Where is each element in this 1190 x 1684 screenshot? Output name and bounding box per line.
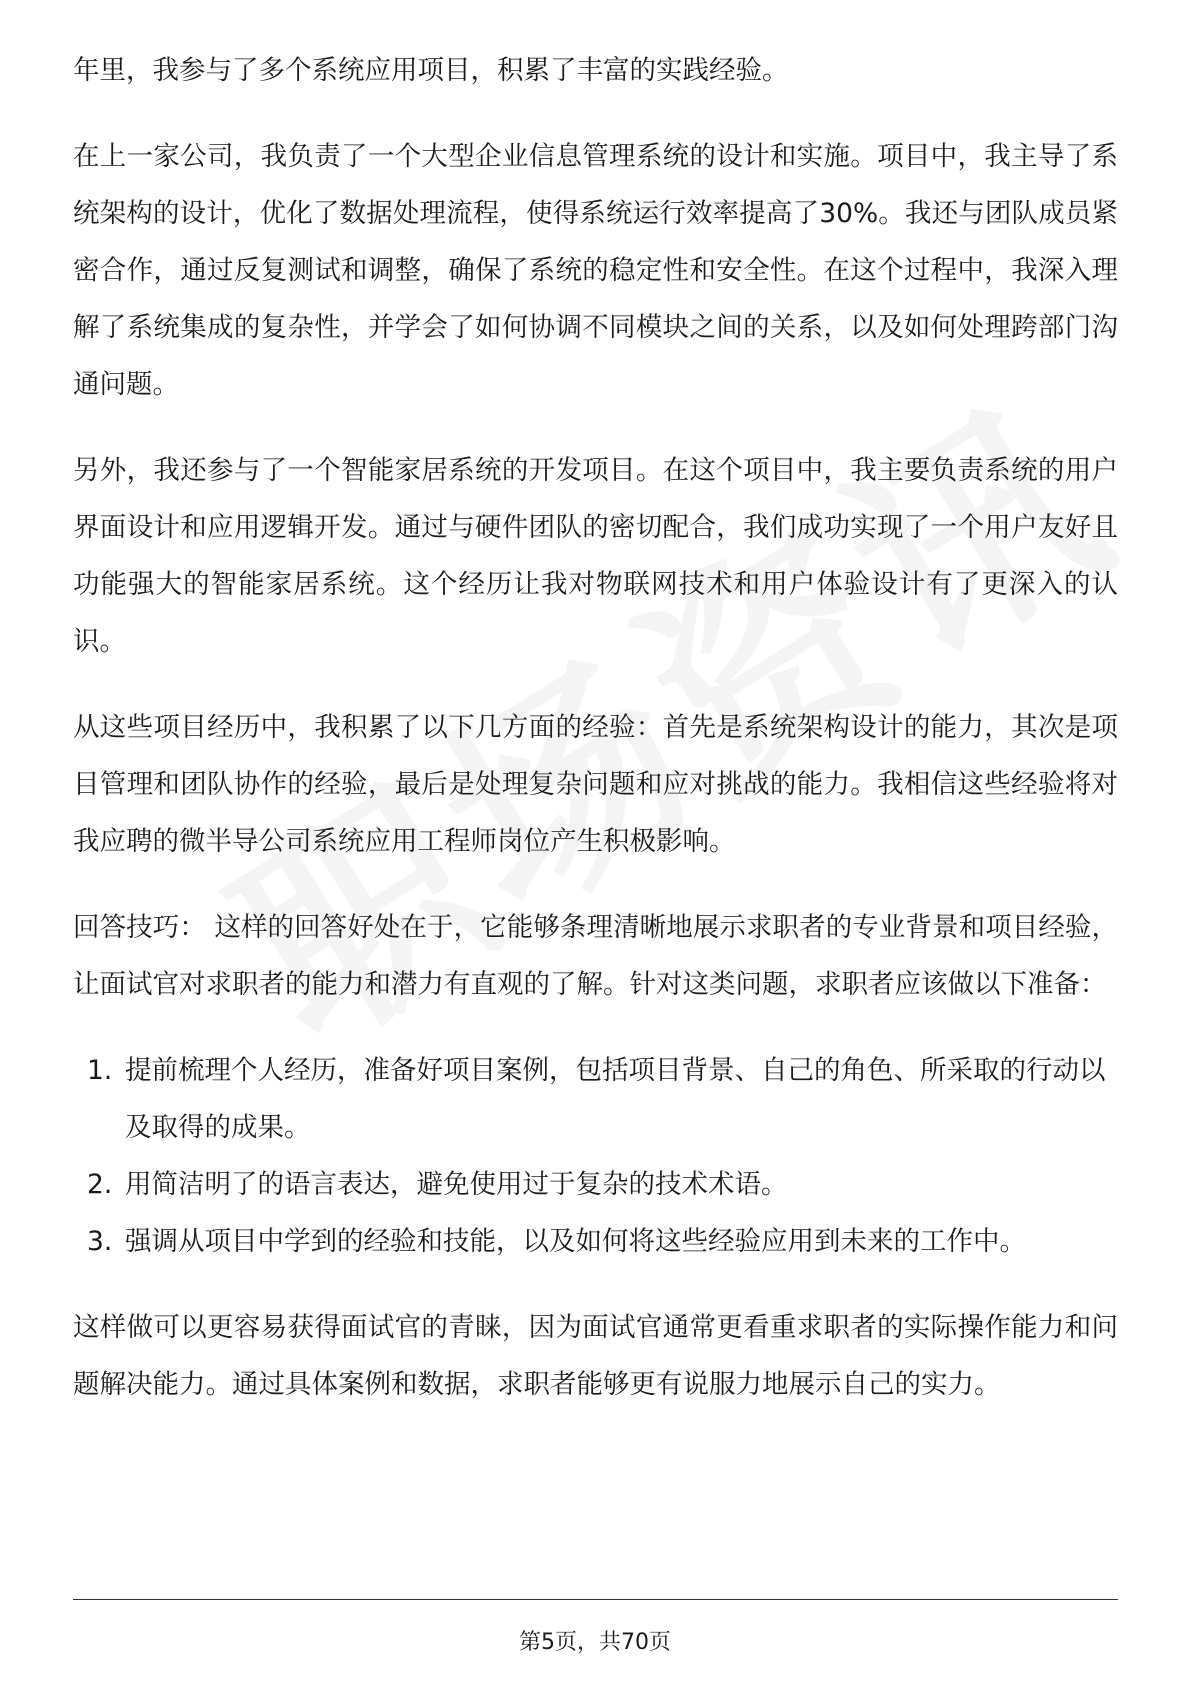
list-item-number: 3. xyxy=(87,1226,113,1257)
footer-divider xyxy=(73,1599,1118,1600)
paragraph-answer-tips: 回答技巧： 这样的回答好处在于，它能够条理清晰地展示求职者的专业背景和项目经验，让面试官对求职者的能力和潜力有直观的了解。针对这类问题，求职者应该做以下准备： xyxy=(73,912,1118,1000)
document-body xyxy=(73,42,1118,1442)
list-item xyxy=(73,1042,1118,1156)
paragraph-smart-home-project: 另外，我还参与了一个智能家居系统的开发项目。在这个项目中，我主要负责系统的用户界面设计和应用逻辑开发。通过与硬件团队的密切配合，我们成功实现了一个用户友好且功能强大的智能家居系统。这个经历让我对物联网技术和用户体验设计有了更深入的认识。 xyxy=(73,455,1118,657)
list-item-text: 强调从项目中学到的经验和技能，以及如何将这些经验应用到未来的工作中。 xyxy=(125,1226,1026,1257)
list-item xyxy=(73,1156,1118,1213)
page-number: 第5页，共70页 xyxy=(519,1630,671,1655)
paragraph-experience-summary: 从这些项目经历中，我积累了以下几方面的经验：首先是系统架构设计的能力，其次是项目管理和团队协作的经验，最后是处理复杂问题和应对挑战的能力。我相信这些经验将对我应聘的微半导公司系统应用工程师岗位产生积极影响。 xyxy=(73,712,1118,857)
list-item-number: 1. xyxy=(87,1055,113,1086)
list-item xyxy=(73,1213,1118,1270)
list-item-number: 2. xyxy=(87,1169,113,1200)
paragraph-intro: 年里，我参与了多个系统应用项目，积累了丰富的实践经验。 xyxy=(73,55,789,86)
list-item-text: 提前梳理个人经历，准备好项目案例，包括项目背景、自己的角色、所采取的行动以及取得的成果。 xyxy=(125,1055,1106,1143)
paragraph-closing: 这样做可以更容易获得面试官的青睐，因为面试官通常更看重求职者的实际操作能力和问题解决能力。通过具体案例和数据，求职者能够更有说服力地展示自己的实力。 xyxy=(73,1312,1118,1400)
preparation-list xyxy=(73,1042,1118,1270)
paragraph-enterprise-project: 在上一家公司，我负责了一个大型企业信息管理系统的设计和实施。项目中，我主导了系统架构的设计，优化了数据处理流程，使得系统运行效率提高了30%。我还与团队成员紧密合作，通过反复测试和调整，确保了系统的稳定性和安全性。在这个过程中，我深入理解了系统集成的复杂性，并学会了如何协调不同模块之间的关系，以及如何处理跨部门沟通问题。 xyxy=(73,141,1118,400)
list-item-text: 用简洁明了的语言表达，避免使用过于复杂的技术术语。 xyxy=(125,1169,788,1200)
